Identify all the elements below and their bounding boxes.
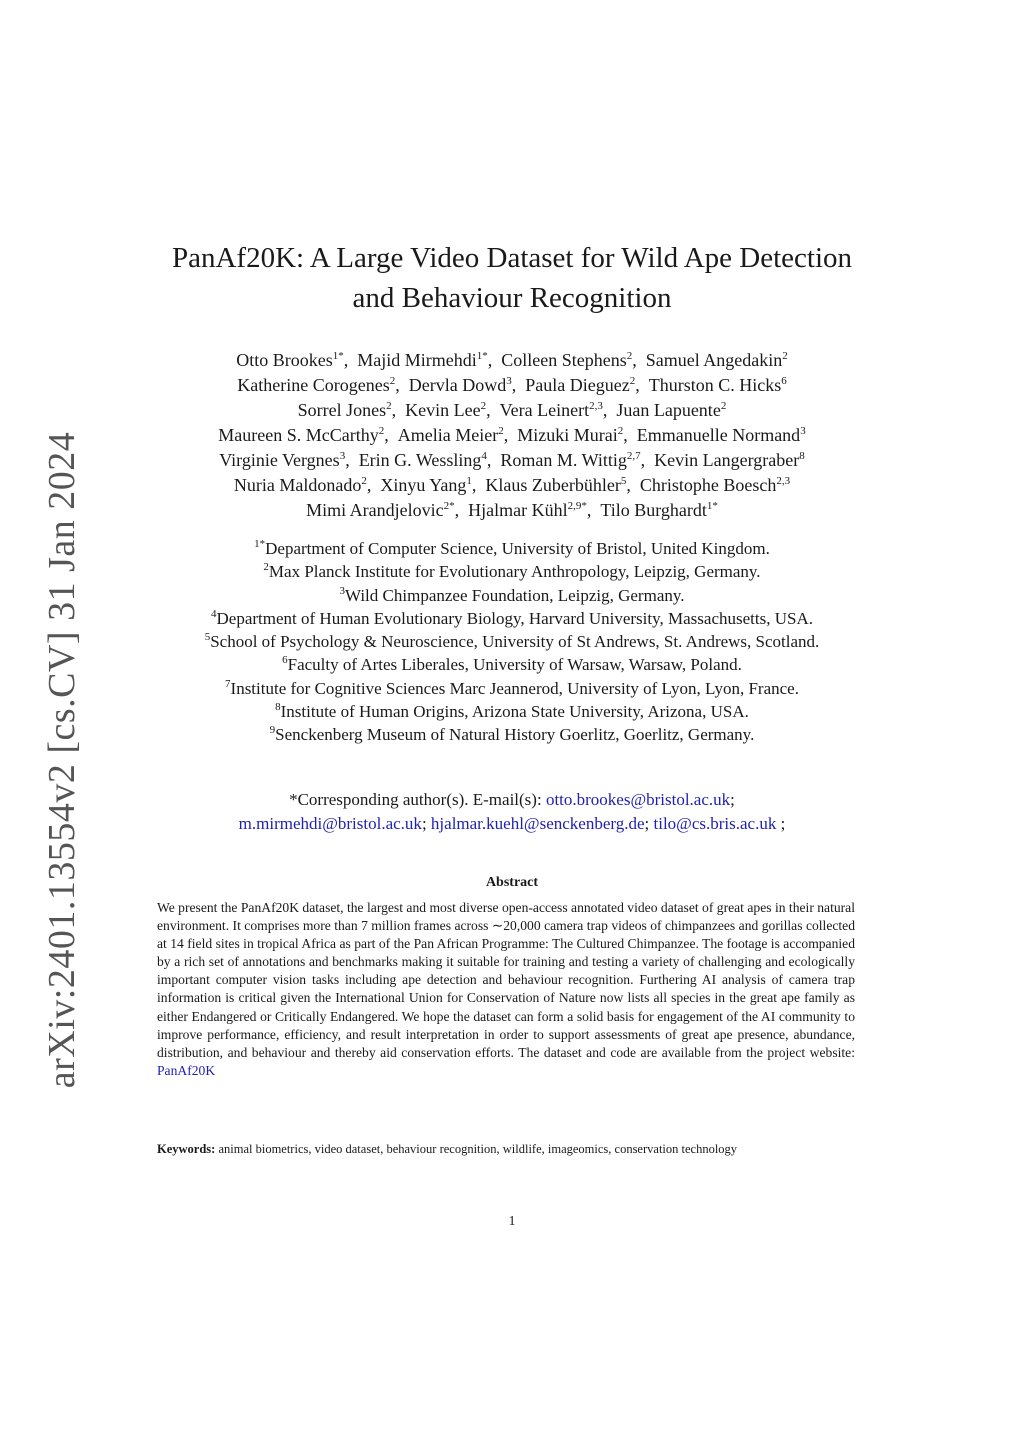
- author-affiliation-marker: 3: [339, 450, 346, 462]
- author-affiliation-marker: 2: [361, 475, 367, 487]
- affiliation-text: Wild Chimpanzee Foundation, Leipzig, Germany.: [344, 585, 685, 605]
- affiliation: [100, 700, 924, 723]
- author-name: [409, 375, 512, 395]
- affiliation-text: Department of Human Evolutionary Biology, Harvard University, Massachusetts, USA.: [216, 608, 813, 628]
- affiliation-marker: 2: [263, 561, 269, 574]
- author-affiliation-marker: 2,9*: [567, 500, 587, 512]
- email-link[interactable]: hjalmar.kuehl@senckenberg.de: [430, 814, 645, 833]
- corresponding-authors: *Corresponding author(s). E-mail(s): otto.brookes@bristol.ac.uk; m.mirmehdi@bristol.ac.uk; hjalmar.kuehl@senckenberg.de; tilo@cs.bris.ac.uk ;: [238, 790, 786, 833]
- author-affiliation-marker: 1*: [706, 500, 718, 512]
- affiliation-text: School of Psychology & Neuroscience, University of St Andrews, St. Andrews, Scotland.: [210, 632, 820, 652]
- author-name-text: Katherine Corogenes: [237, 375, 390, 395]
- author-name: [237, 375, 395, 395]
- author-affiliation-marker: 2: [629, 375, 636, 387]
- author-affiliation-marker: 1*: [332, 350, 344, 362]
- author-line: Katherine Corogenes$^2$, Dervla Dowd$^3$, Paula Dieguez$^2$, Thurston C. Hicks$^6$: [237, 375, 787, 395]
- author-affiliation-marker: 2: [480, 400, 487, 412]
- abstract-heading: Abstract: [485, 875, 539, 890]
- author-name: [525, 375, 635, 395]
- affiliation-marker: 4: [211, 607, 217, 620]
- author-name-text: Maureen S. McCarthy: [218, 425, 379, 445]
- author-name-text: Klaus Zuberbühler: [485, 475, 621, 495]
- author-affiliation-marker: 3: [800, 425, 806, 437]
- author-name: [500, 400, 603, 420]
- author-name-text: Colleen Stephens: [501, 350, 627, 370]
- author-name: [306, 500, 454, 520]
- author-name-text: Tilo Burghardt: [600, 500, 707, 520]
- author-affiliation-marker: 2: [498, 425, 504, 437]
- author-name: [405, 400, 486, 420]
- author-name: [468, 500, 587, 520]
- author-name: [517, 425, 623, 445]
- affiliation-marker: 9: [269, 724, 276, 737]
- affiliation-marker: 6: [282, 654, 288, 667]
- author-name-text: Vera Leinert: [499, 400, 590, 420]
- author-affiliation-marker: 1: [466, 475, 472, 487]
- email-link[interactable]: tilo@cs.bris.ac.uk: [653, 814, 777, 833]
- corresponding-label: *Corresponding author(s). E-mail(s):: [289, 790, 546, 809]
- author-name-text: Juan Lapuente: [616, 400, 721, 420]
- affiliation: [100, 653, 924, 676]
- author-name-text: Kevin Langergraber: [654, 450, 800, 470]
- author-list: [100, 348, 924, 523]
- title-line: PanAf20K: A Large Video Dataset for Wild Ape Detection: [171, 242, 853, 274]
- affiliation: [100, 630, 924, 653]
- author-affiliation-marker: 2,3: [589, 400, 603, 412]
- affiliation: [100, 723, 924, 746]
- paper-title: [0, 238, 1024, 318]
- author-line: Otto Brookes$^{1*}$, Majid Mirmehdi$^{1*}$, Colleen Stephens$^2$, Samuel Angedakin$^2$: [236, 350, 788, 370]
- author-name-text: Hjalmar Kühl: [468, 500, 568, 520]
- author-name: [236, 350, 344, 370]
- author-name-text: Virginie Vergnes: [219, 450, 340, 470]
- author-name-text: Roman M. Wittig: [500, 450, 627, 470]
- author-line: Maureen S. McCarthy$^2$, Amelia Meier$^2$, Mizuki Murai$^2$, Emmanuelle Normand$^3$: [218, 425, 806, 445]
- author-affiliation-marker: 2: [378, 425, 385, 437]
- affiliation: [100, 607, 924, 630]
- affiliation: [100, 584, 924, 607]
- email-link[interactable]: m.mirmehdi@bristol.ac.uk: [238, 814, 422, 833]
- author-name: [380, 475, 472, 495]
- author-name: [616, 400, 726, 420]
- author-name-text: Dervla Dowd: [408, 375, 507, 395]
- author-name-text: Mizuki Murai: [517, 425, 618, 445]
- author-affiliation-marker: 2: [386, 400, 392, 412]
- author-name-text: Xinyu Yang: [380, 475, 467, 495]
- author-name: [359, 450, 487, 470]
- author-name: [600, 500, 718, 520]
- author-name: [357, 350, 488, 370]
- keywords: [157, 1141, 855, 1158]
- author-affiliation-marker: 1*: [476, 350, 488, 362]
- affiliation: [100, 537, 924, 560]
- author-name-text: Christophe Boesch: [639, 475, 777, 495]
- affiliation-marker: 5: [204, 631, 211, 644]
- author-affiliation-marker: 2: [782, 350, 788, 362]
- author-line: Virginie Vergnes$^3$, Erin G. Wessling$^4$, Roman M. Wittig$^{2,7}$, Kevin Langergraber$^8$: [219, 450, 805, 470]
- affiliation-text: Senckenberg Museum of Natural History Goerlitz, Goerlitz, Germany.: [275, 725, 755, 745]
- author-name-text: Mimi Arandjelovic: [306, 500, 444, 520]
- abstract-text: We present the PanAf20K dataset, the largest and most diverse open-access annotated video dataset of great apes in their natural environment. It comprises more than 7 million frames across ∼20,000 camera trap videos of chimpanzees and gorillas collected at 14 field sites in tropical Africa as part of the Pan African Programme: The Cultured Chimpanzee. The footage is accompanied by a rich set of annotations and benchmarks making it suitable for training and testing a variety of challenging and ecologically important computer vision tasks including ape detection and behaviour recognition. Furthering AI analysis of camera trap information is critical given the International Union for Conservation of Nature now lists all species in the great ape family as either Endangered or Critically Endangered. We hope the dataset can form a solid basis for engagement of the AI community to improve performance, efficiency, and result interpretation in order to support assessments of great ape presence, abundance, distribution, and behaviour and thereby aid conservation efforts. The dataset and code are available from the project website:: [157, 900, 855, 1060]
- author-affiliation-marker: 2,7: [626, 450, 641, 462]
- author-affiliation-marker: 3: [506, 375, 512, 387]
- author-name: [218, 425, 384, 445]
- affiliation-text: Max Planck Institute for Evolutionary Anthropology, Leipzig, Germany.: [268, 562, 761, 582]
- author-name-text: Amelia Meier: [397, 425, 499, 445]
- author-affiliation-marker: 2: [389, 375, 396, 387]
- arxiv-identifier: arXiv:2401.13554v2 [cs.CV] 31 Jan 2024: [41, 431, 83, 1089]
- author-name-text: Sorrel Jones: [297, 400, 387, 420]
- author-name: [501, 350, 632, 370]
- affiliation-text: Faculty of Artes Liberales, University of Warsaw, Warsaw, Poland.: [287, 655, 742, 675]
- affiliation: [100, 677, 924, 700]
- author-name: [398, 425, 504, 445]
- author-name-text: Nuria Maldonado: [233, 475, 362, 495]
- author-name: [485, 475, 626, 495]
- affiliation-text: Institute for Cognitive Sciences Marc Jeannerod, University of Lyon, Lyon, France.: [230, 678, 799, 698]
- title-line: and Behaviour Recognition: [352, 282, 672, 314]
- author-name-text: Majid Mirmehdi: [357, 350, 477, 370]
- author-name-text: Emmanuelle Normand: [636, 425, 801, 445]
- author-name: [640, 475, 790, 495]
- author-name-text: Otto Brookes: [236, 350, 333, 370]
- author-name: [298, 400, 392, 420]
- author-affiliation-marker: 2*: [443, 500, 455, 512]
- keywords-label: Keywords:: [157, 1142, 216, 1156]
- author-name: [649, 375, 787, 395]
- project-website-link[interactable]: PanAf20K: [157, 1062, 216, 1078]
- author-name-text: Erin G. Wessling: [358, 450, 482, 470]
- affiliation-marker: 8: [275, 701, 281, 714]
- affiliation-marker: 3: [339, 584, 345, 597]
- keywords-text: animal biometrics, video dataset, behaviour recognition, wildlife, imageomics, conservation technology: [215, 1142, 738, 1156]
- author-affiliation-marker: 8: [799, 450, 805, 462]
- author-affiliation-marker: 2: [617, 425, 624, 437]
- author-name: [234, 475, 367, 495]
- author-name: [219, 450, 345, 470]
- author-line: Mimi Arandjelovic$^{2*}$, Hjalmar Kühl$^{2,9*}$, Tilo Burghardt$^{1*}$: [306, 500, 718, 520]
- author-affiliation-marker: 6: [781, 375, 787, 387]
- author-affiliation-marker: 2: [626, 350, 633, 362]
- affiliation-marker: 7: [225, 677, 231, 690]
- abstract-body: [157, 899, 855, 1080]
- author-affiliation-marker: 4: [481, 450, 487, 462]
- author-line: Sorrel Jones$^2$, Kevin Lee$^2$, Vera Leinert$^{2,3}$, Juan Lapuente$^2$: [297, 400, 727, 420]
- author-affiliation-marker: 2: [720, 400, 727, 412]
- page-number: 1: [508, 1214, 516, 1229]
- affiliation-text: Institute of Human Origins, Arizona State University, Arizona, USA.: [280, 702, 749, 722]
- author-name: [646, 350, 788, 370]
- author-line: Nuria Maldonado$^2$, Xinyu Yang$^1$, Klaus Zuberbühler$^5$, Christophe Boesch$^{2,3}$: [233, 475, 791, 495]
- author-name-text: Samuel Angedakin: [645, 350, 783, 370]
- author-name: [500, 450, 640, 470]
- affiliation: [100, 560, 924, 583]
- author-name: [654, 450, 805, 470]
- author-name: [637, 425, 806, 445]
- author-name-text: Paula Dieguez: [525, 375, 630, 395]
- affiliation-marker: 1*: [254, 538, 266, 550]
- author-name-text: Kevin Lee: [405, 400, 481, 420]
- affiliation-list: [100, 537, 924, 747]
- author-affiliation-marker: 5: [620, 475, 627, 487]
- author-name-text: Thurston C. Hicks: [648, 375, 782, 395]
- affiliation-text: Department of Computer Science, University of Bristol, United Kingdom.: [265, 539, 770, 558]
- author-affiliation-marker: 2,3: [776, 475, 791, 487]
- email-link[interactable]: otto.brookes@bristol.ac.uk: [545, 790, 731, 809]
